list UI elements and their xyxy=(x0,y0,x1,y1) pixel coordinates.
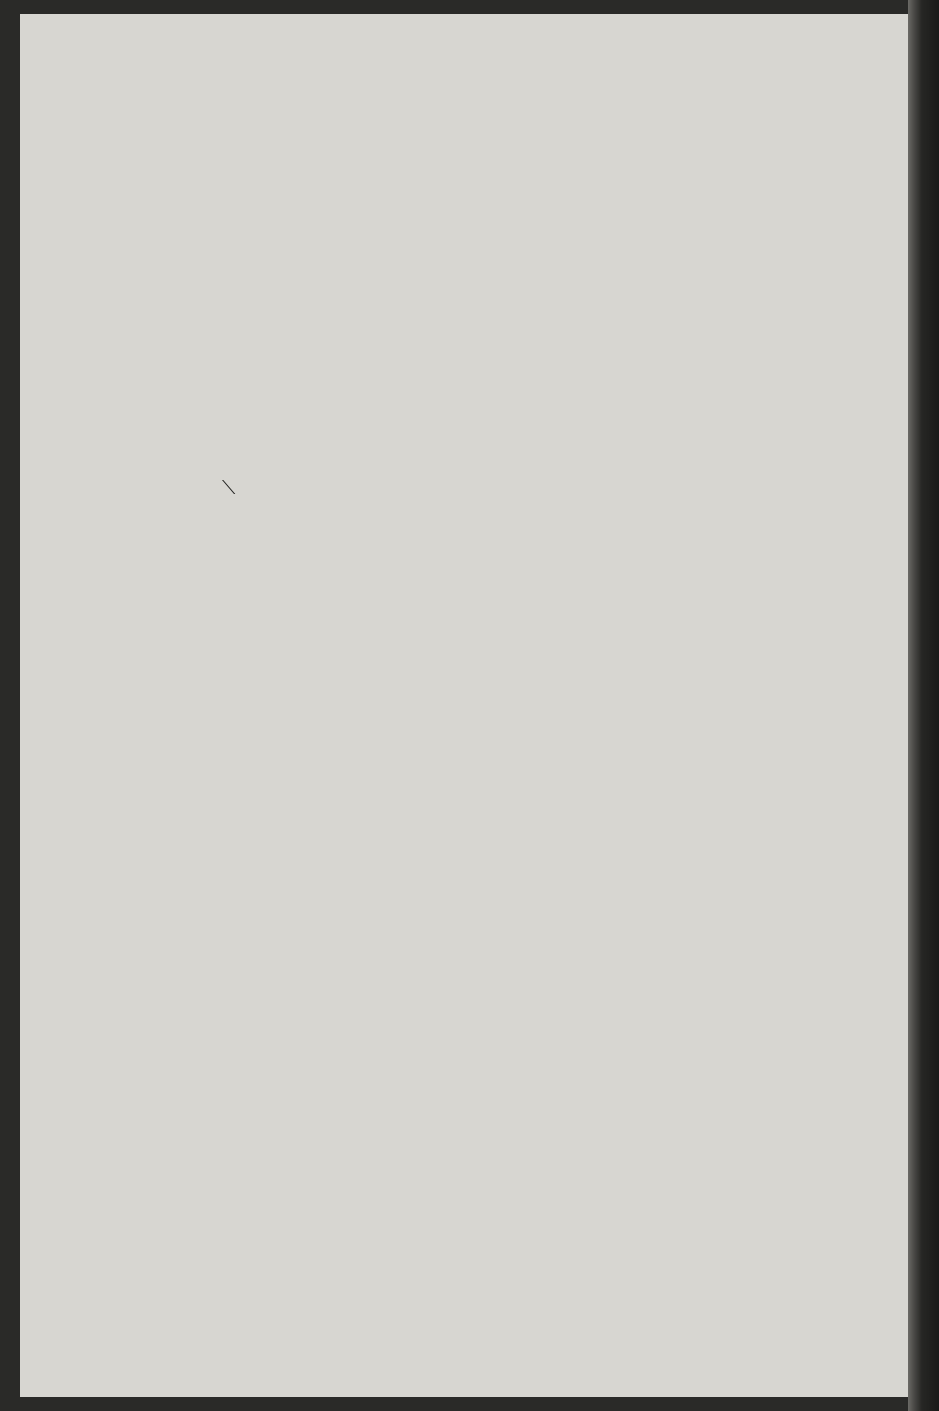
book-page xyxy=(20,14,908,1397)
page-edge-shadow xyxy=(908,0,939,1411)
tick-mark: ⟍ xyxy=(222,478,236,499)
